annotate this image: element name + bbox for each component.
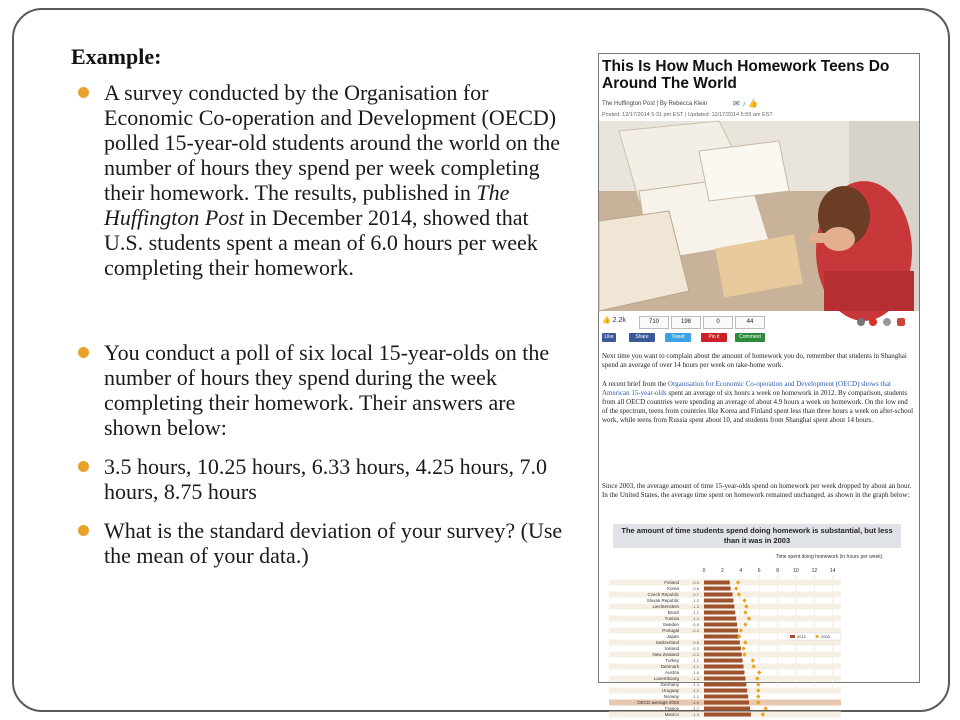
diff-label: -0.6: [692, 640, 699, 645]
thumbs-up-icon: 👍: [602, 317, 611, 324]
facebook-like-icon[interactable]: 👍: [748, 99, 759, 108]
bullet-text-part1: A survey conducted by the Organisation for Economic Co-operation and Development (OECD) polled 15-year-old students around the world on the number of hours they spend per week completing their homework. The results, published in: [104, 80, 560, 205]
bar-2012: [704, 605, 734, 609]
diff-label: -1.1: [692, 664, 699, 669]
x-tick-label: 10: [793, 568, 799, 574]
bar-2012: [704, 683, 746, 687]
bullet-dot-icon: [78, 87, 89, 98]
category-label: Switzerland: [655, 640, 679, 645]
diff-label: -1.0: [692, 700, 699, 705]
twitter-icon[interactable]: ♪: [741, 99, 746, 108]
diff-label: -0.7: [692, 592, 699, 597]
article-paragraph-1: Next time you want to complain about the amount of homework you do, remember that students in Shanghai spend an average of over 14 hours per week on take-home work.: [602, 352, 907, 369]
category-label: Iceland: [664, 646, 679, 651]
bar-2012: [704, 713, 751, 717]
category-label: New Zealand: [652, 652, 679, 657]
bar-2012: [704, 659, 743, 663]
like-count-value: 2.2k: [612, 317, 626, 324]
diff-label: -0.9: [692, 622, 699, 627]
pin-it-button[interactable]: Pin it: [701, 333, 727, 342]
bar-2012: [704, 689, 747, 693]
diff-label: -0.3: [692, 628, 699, 633]
bullet-text: You conduct a poll of six local 15-year-olds on the number of hours they spend during the week completing their homework. Their answers are shown below:: [104, 340, 550, 440]
bar-2012: [704, 599, 733, 603]
diff-label: -1.4: [692, 616, 699, 621]
slide-heading: Example:: [71, 44, 162, 69]
bar-2012: [704, 677, 745, 681]
share-count-box: 198: [671, 316, 701, 329]
bar-2012: [704, 695, 748, 699]
x-tick-label: 2: [721, 568, 724, 574]
diff-label: -1.2: [692, 598, 699, 603]
share-count-box: 44: [735, 316, 765, 329]
article-byline: The Huffington Post | By Rebecca Klein: [602, 101, 708, 107]
diff-label: -1.3: [692, 604, 699, 609]
category-label: Austria: [664, 670, 679, 675]
google-plus-icon[interactable]: [897, 318, 905, 326]
point-2003: [743, 610, 747, 614]
article-paragraph-3: Since 2003, the average amount of time 15-year-olds spend on homework per week dropped by about an hour. In the United States, the average time spent on homework remained unchanged, as shown in the graph below:: [602, 482, 912, 499]
student-with-books-image: [599, 121, 919, 311]
homework-chart: [599, 550, 919, 717]
article-photo: [599, 121, 919, 311]
bullet-survey-description: [78, 80, 568, 280]
bar-2012: [704, 635, 739, 639]
bar-2012: [704, 641, 740, 645]
bullet-text-part2: in December 2014, showed that U.S. students spent a mean of 6.0 hours per week completing their homework.: [104, 205, 538, 280]
oecd-link[interactable]: Organisation for Economic Co-operation and Development (OECD) shows that American 15-year-olds: [602, 380, 891, 397]
diff-label: -1.1: [692, 658, 699, 663]
category-label: Luxembourg: [653, 676, 679, 681]
article-paragraph-2: [602, 380, 914, 425]
bullet-dot-icon: [78, 525, 89, 536]
category-label: Japan: [666, 634, 679, 639]
category-label: France: [664, 706, 679, 711]
diff-label: -1.1: [692, 610, 699, 615]
facebook-like-button[interactable]: Like: [602, 333, 616, 342]
like-count: [602, 316, 626, 324]
x-tick-label: 4: [739, 568, 743, 574]
diff-label: -0.9: [692, 580, 699, 585]
bullet-text: What is the standard deviation of your survey? (Use the mean of your data.): [104, 518, 563, 568]
category-label: Brazil: [667, 610, 679, 615]
point-2003: [734, 586, 738, 590]
article-title: This Is How Much Homework Teens Do Around The World: [602, 58, 890, 92]
bar-2012: [704, 587, 731, 591]
para2-suffix: spent an average of six hours a week on homework in 2012. By comparison, students from all OECD countries were spending an average of about 4.9 hours a week on homework. On the low end of the spectrum, teens from countries like Korea and Finland spent less than three hours a week on after-school work, while teens from Russia spent about 10, and students from Shanghai spent about 14 hours.: [602, 389, 914, 424]
comment-button[interactable]: Comment: [735, 333, 765, 342]
print-icon[interactable]: [883, 318, 891, 326]
diff-label: -0.3: [692, 652, 699, 657]
diff-label: -1.3: [692, 682, 699, 687]
bar-2012: [704, 707, 750, 711]
category-label: Uruguay: [661, 688, 679, 693]
bar-2012: [704, 617, 736, 621]
bullet-local-poll: [78, 340, 568, 440]
bar-2012: [704, 629, 738, 633]
bar-2012: [704, 647, 741, 651]
category-label: Finland: [664, 580, 679, 585]
bullet-list: [78, 80, 568, 568]
x-tick-label: 8: [776, 568, 779, 574]
category-label: Slovak Republic: [646, 598, 679, 603]
legend-label-2003: 2003: [821, 634, 830, 639]
category-label: Germany: [660, 682, 679, 687]
diff-label: -1.1: [692, 694, 699, 699]
bar-2012: [704, 623, 737, 627]
x-tick-label: 14: [830, 568, 836, 574]
diff-label: -1.6: [692, 670, 699, 675]
category-label: Mexico: [664, 712, 679, 717]
category-label: Korea: [666, 586, 679, 591]
point-2003: [751, 658, 755, 662]
x-tick-label: 12: [811, 568, 818, 574]
bar-2012: [704, 701, 749, 705]
diff-label: -1.3: [692, 676, 699, 681]
bullet-dot-icon: [78, 461, 89, 472]
share-count-box: 710: [639, 316, 669, 329]
bar-2012: [704, 593, 733, 597]
diff-label: -1.7: [692, 706, 699, 711]
diff-label: -0.3: [692, 646, 699, 651]
category-label: OECD average 2003: [637, 700, 679, 705]
no-icon[interactable]: [869, 318, 877, 326]
bar-2012: [704, 665, 744, 669]
email-icon[interactable]: ✉: [733, 99, 740, 108]
point-2003: [742, 598, 746, 602]
category-label: Czech Republic: [647, 592, 679, 597]
category-label: Liechtenstein: [652, 604, 679, 609]
point-2003: [756, 682, 760, 686]
legend-label-2012: 2012: [797, 634, 806, 639]
facebook-share-button[interactable]: Share: [629, 333, 655, 342]
byline-social-icons: [733, 99, 758, 108]
axis-title: Time spent doing homework (in hours per week): [775, 554, 883, 560]
bar-2012: [704, 581, 730, 585]
diff-label: -1.3: [692, 712, 699, 717]
publication-name: The Huffington Post: [104, 180, 510, 230]
point-2003: [743, 622, 747, 626]
megaphone-icon[interactable]: [857, 318, 865, 326]
bullet-text: 3.5 hours, 10.25 hours, 6.33 hours, 4.25 hours, 7.0 hours, 8.75 hours: [104, 454, 548, 504]
chart-legend: [787, 633, 841, 640]
x-tick-labels: [703, 568, 836, 574]
article-dates: Posted: 12/17/2014 5:31 pm EST | Updated: 12/17/2014 5:59 am EST: [602, 112, 773, 118]
category-label: Turkey: [665, 658, 679, 663]
diff-label: -1.2: [692, 688, 699, 693]
category-label: Portugal: [662, 628, 679, 633]
category-label: Sweden: [662, 622, 679, 627]
para2-prefix: A recent brief from the: [602, 380, 668, 388]
category-label: Norway: [663, 694, 679, 699]
chart-title: The amount of time students spend doing homework is substantial, but less than it was in 2003: [613, 524, 901, 548]
article-screenshot: [598, 53, 920, 717]
bar-2012: [704, 653, 742, 657]
category-label: Denmark: [660, 664, 679, 669]
bullet-question: [78, 518, 568, 568]
point-2003: [741, 646, 745, 650]
point-2003: [757, 670, 761, 674]
bar-2012: [704, 611, 735, 615]
bar-2012: [704, 671, 744, 675]
bullet-dot-icon: [78, 347, 89, 358]
x-tick-label: 0: [702, 568, 706, 574]
share-count-box: 0: [703, 316, 733, 329]
x-tick-label: 6: [757, 568, 761, 574]
diff-label: -0.6: [692, 586, 699, 591]
legend-box: [787, 633, 841, 640]
legend-swatch-2012: [790, 635, 795, 638]
share-buttons-row: [599, 333, 919, 343]
tweet-button[interactable]: Tweet: [665, 333, 691, 342]
category-label: Tunisia: [664, 616, 679, 621]
bullet-answers: [78, 454, 568, 504]
